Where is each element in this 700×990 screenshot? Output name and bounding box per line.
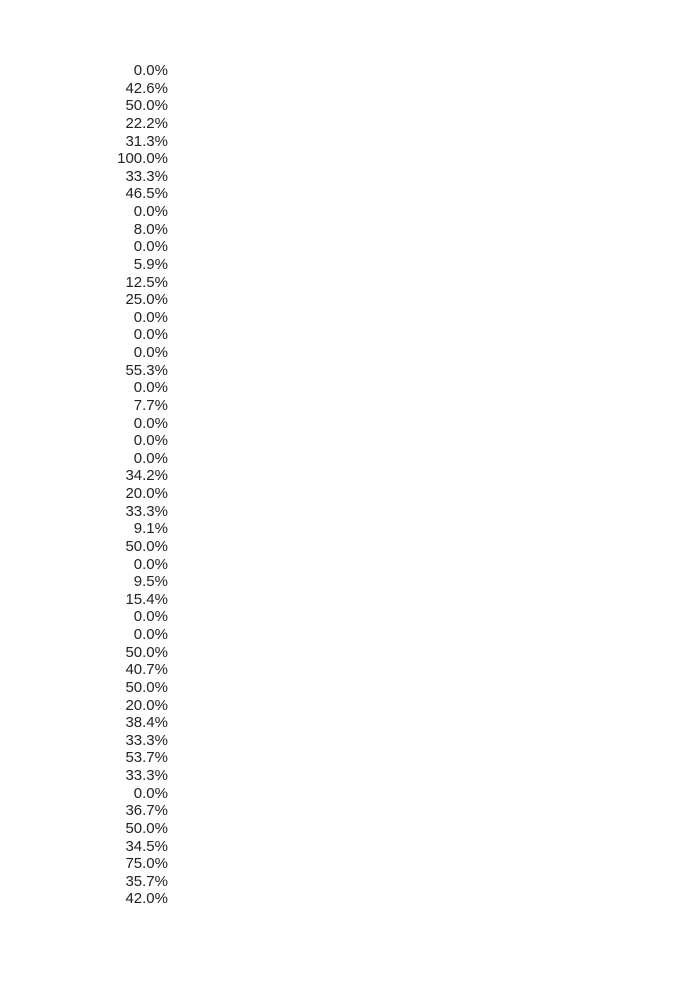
percentage-value: 36.7% — [125, 802, 168, 820]
percentage-value: 20.0% — [125, 485, 168, 502]
percentage-value: 22.2% — [125, 114, 168, 132]
percentage-value: 0.0% — [133, 238, 168, 256]
percentage-value: 75.0% — [125, 855, 168, 873]
percentage-value: 0.0% — [133, 203, 168, 220]
percentage-value: 5.9% — [133, 255, 168, 273]
percentage-value: 38.4% — [125, 714, 168, 732]
percentage-value: 9.1% — [133, 520, 168, 538]
percentage-value: 31.3% — [125, 132, 168, 150]
percentage-value: 12.5% — [125, 273, 168, 291]
percentage-value: 0.0% — [133, 379, 168, 397]
percentage-value: 0.0% — [133, 326, 168, 344]
percentage-value: 0.0% — [133, 555, 168, 573]
percentage-value: 53.7% — [125, 749, 168, 767]
percentage-value: 40.7% — [125, 661, 168, 679]
percentage-value: 33.3% — [125, 767, 168, 784]
percentage-value: 42.0% — [125, 890, 168, 908]
percentage-value: 33.3% — [125, 502, 168, 520]
percentage-value: 0.0% — [133, 62, 168, 79]
percentage-value: 35.7% — [125, 872, 168, 890]
percentage-value: 0.0% — [133, 784, 168, 802]
percentage-value: 0.0% — [133, 449, 168, 467]
percentage-value: 50.0% — [125, 819, 168, 837]
percentage-value: 0.0% — [133, 432, 168, 450]
percentage-value: 34.5% — [125, 837, 168, 855]
percentage-value: 0.0% — [133, 414, 168, 432]
percentage-value: 25.0% — [125, 291, 168, 309]
percentage-value: 50.0% — [125, 643, 168, 661]
percentage-value: 8.0% — [133, 220, 168, 238]
percentage-value: 33.3% — [125, 731, 168, 749]
percentage-value: 0.0% — [133, 626, 168, 643]
percentage-value: 0.0% — [133, 344, 168, 361]
percentage-value: 9.5% — [133, 573, 168, 591]
percentage-value: 15.4% — [125, 590, 168, 608]
percentage-value: 42.6% — [125, 79, 168, 97]
percentage-value: 0.0% — [133, 608, 168, 626]
percentage-value: 50.0% — [125, 97, 168, 115]
percentage-value: 7.7% — [133, 396, 168, 414]
percentage-value: 20.0% — [125, 696, 168, 714]
percentage-value: 0.0% — [133, 308, 168, 326]
percentage-value: 50.0% — [125, 678, 168, 696]
percentage-value: 46.5% — [125, 185, 168, 203]
percentage-value: 33.3% — [125, 167, 168, 185]
percentage-value: 100.0% — [117, 150, 168, 168]
percentage-value-column — [0, 62, 168, 908]
percentage-value: 34.2% — [125, 467, 168, 485]
percentage-value: 55.3% — [125, 361, 168, 379]
percentage-value: 50.0% — [125, 537, 168, 555]
